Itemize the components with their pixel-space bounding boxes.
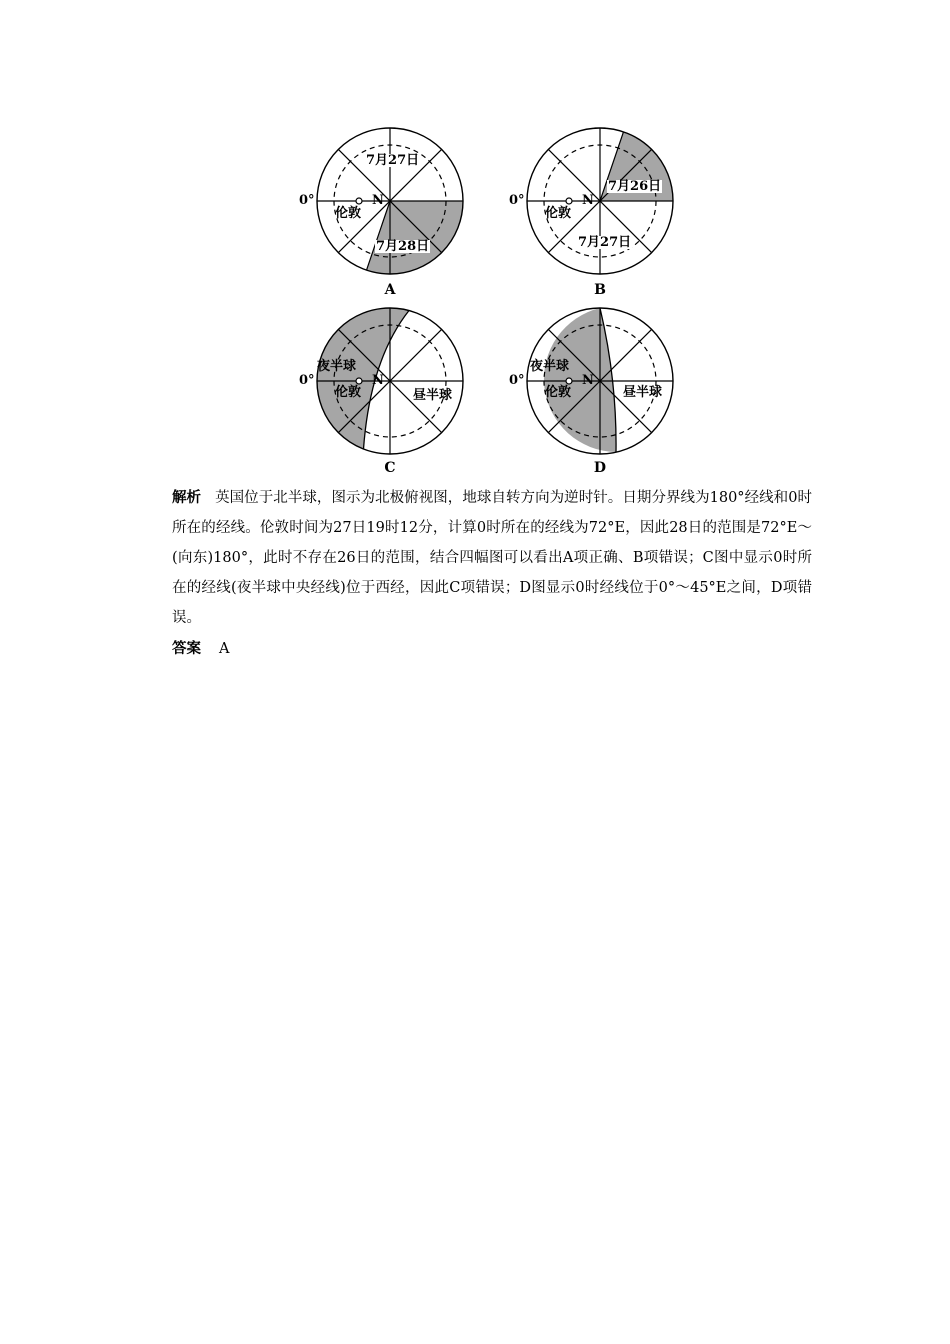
- london-label: 伦敦: [335, 206, 362, 221]
- date-label: 7月28日: [376, 239, 430, 254]
- date-label: 7月27日: [578, 235, 632, 250]
- diagram-b: [505, 120, 705, 300]
- north-pole-label: N: [582, 373, 594, 388]
- diagram-caption: C: [384, 460, 396, 476]
- zero-meridian-label: 0°: [299, 193, 315, 208]
- date-label: 7月26日: [608, 179, 662, 194]
- zero-meridian-label: 0°: [509, 373, 525, 388]
- day-hemisphere-label: 昼半球: [623, 385, 663, 400]
- night-hemisphere-label: 夜半球: [530, 359, 570, 374]
- diagram-a: [295, 120, 495, 300]
- north-pole-label: N: [372, 193, 384, 208]
- north-pole-label: N: [582, 193, 594, 208]
- zero-meridian-label: 0°: [509, 193, 525, 208]
- north-pole-label: N: [372, 373, 384, 388]
- date-label: 7月27日: [366, 153, 420, 168]
- diagram-caption: D: [593, 460, 607, 476]
- diagram-c: [295, 300, 495, 480]
- analysis-text: 英国位于北半球，图示为北极俯视图，地球自转方向为逆时针。日期分界线为180°经线和0时所在的经线。伦敦时间为27日19时12分，计算0时所在的经线为72°E，因此28日的范围是72°E～(向东)180°，此时不存在26日的范围，结合四幅图可以看出A项正确、B项错误；C图中显示0时所在的经线(夜半球中央经线)位于西经，因此C项错误；D图显示0时经线位于0°～45°E之间，D项错误。: [172, 490, 812, 626]
- answer-line: [172, 634, 229, 664]
- london-label: 伦敦: [545, 206, 572, 221]
- answer-value: A: [219, 641, 230, 657]
- polar-diagram-b: [505, 120, 705, 300]
- answer-heading: 答案: [172, 641, 201, 657]
- diagram-caption: B: [594, 282, 606, 298]
- diagram-caption: A: [384, 282, 396, 298]
- day-hemisphere-label: 昼半球: [413, 388, 453, 403]
- polar-diagram-a: [295, 120, 495, 300]
- diagram-d: [505, 300, 705, 480]
- london-label: 伦敦: [545, 385, 572, 400]
- analysis-paragraph: [172, 483, 812, 633]
- polar-diagram-d: [505, 300, 705, 480]
- zero-meridian-label: 0°: [299, 373, 315, 388]
- night-hemisphere-label: 夜半球: [317, 359, 357, 374]
- london-label: 伦敦: [335, 385, 362, 400]
- analysis-heading: 解析: [172, 490, 202, 506]
- polar-diagram-c: [295, 300, 495, 480]
